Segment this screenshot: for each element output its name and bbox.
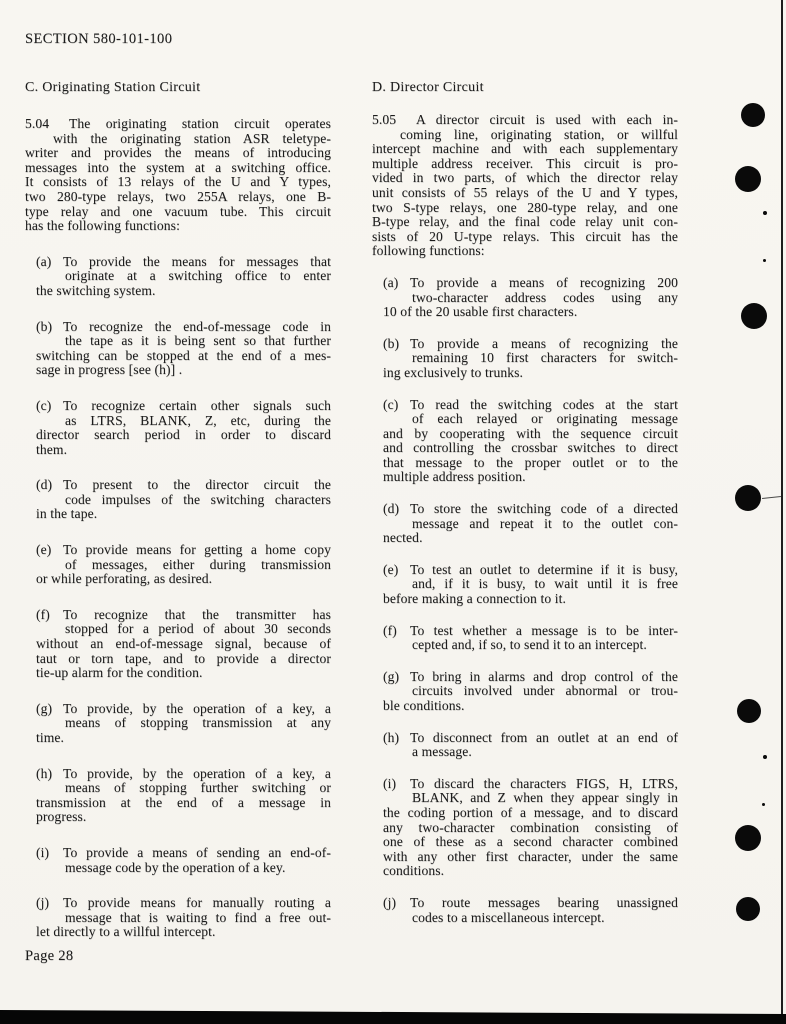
text-block [372,896,678,925]
pen-squiggle-artifact [762,496,781,499]
binder-hole-artifact [735,825,761,851]
text-line: two S-type relays, one 280-type relay, and one [372,199,678,215]
text-line: with the originating station ASR teletype- [53,130,331,146]
line-text: To provide a means of recognizing 200 [410,274,678,290]
text-line: and controlling the crossbar switches to direct [383,440,678,456]
column-right-blocks [372,113,678,925]
text-line [383,624,678,639]
text-line [36,767,331,782]
text-line: and by cooperating with the sequence circuit [383,425,678,441]
text-line: time. [36,730,65,745]
text-block [372,502,678,546]
binder-hole-artifact [737,699,761,723]
text-line: one of these as a second character combined [383,834,678,850]
text-line: unit consists of 55 relays of the U and Y types, [372,184,678,200]
text-line [383,502,678,517]
text-line: originate at a switching office to enter [65,268,331,284]
block-label: (b) [36,318,53,334]
page-footer: Page 28 [25,948,74,964]
text-line: intercept machine and with each supplementary [372,141,678,157]
text-line: taut or torn tape, and to provide a director [36,650,331,666]
text-line: with any other first character, under the same [383,848,678,864]
text-line: circuits involved under abnormal or trou- [412,683,678,699]
text-line: writer and provides the means of introducing [25,145,331,161]
text-line [383,731,678,746]
binder-hole-artifact [735,166,761,192]
text-line: message and repeat it to the outlet con- [412,515,678,531]
block-label: (i) [36,844,50,860]
text-line [36,320,331,335]
text-line: let directly to a willful intercept. [36,924,216,940]
binder-hole-artifact [741,303,767,329]
block-label: (h) [36,765,53,781]
block-label: (j) [36,895,50,911]
text-line: before making a connection to it. [383,591,566,607]
line-text: To provide a means of sending an end-of- [63,844,331,860]
text-columns [25,80,678,940]
text-block [25,767,331,825]
block-label: (d) [383,501,400,517]
text-line: as LTRS, BLANK, Z, etc, during the [65,412,331,428]
text-line: them. [36,441,68,457]
column-heading-d: D. Director Circuit [372,80,484,95]
block-label: (g) [383,668,400,684]
text-line: stopped for a period of about 30 seconds [65,621,331,637]
text-line: the tape as it is being sent so that further [65,333,331,349]
text-line: It consists of 13 relays of the U and Y types, [25,174,331,190]
binder-hole-artifact [741,103,765,127]
text-line: or while perforating, as desired. [36,571,213,587]
text-line: cepted and, if so, to send it to an intercept. [412,637,647,653]
text-block [372,398,678,486]
text-line: ing exclusively to trunks. [383,364,524,380]
block-label: (b) [383,335,400,351]
line-text: To read the switching codes at the start [410,396,678,412]
line-text: To route messages bearing unassigned [410,894,678,910]
text-block [372,731,678,760]
text-line: the coding portion of a message, and to discard [383,804,678,820]
text-line: in the tape. [36,506,98,522]
block-label: (e) [36,542,52,558]
ink-speck-artifact [763,755,767,759]
block-label: (c) [383,396,399,412]
text-block [372,670,678,714]
text-line: the switching system. [36,282,156,298]
text-line: message that is waiting to find a free out- [65,909,331,925]
text-line [36,608,331,623]
text-line: messages into the system at a switching office. [25,159,331,175]
text-line: and, if it is busy, to wait until it is free [412,576,678,592]
text-line: of each relayed or originating message [412,411,678,427]
line-text: A director circuit is used with each in- [416,112,678,127]
line-text: To recognize the end-of-message code in [63,318,331,334]
text-block [372,777,678,879]
text-line: vided in two parts, of which the director relay [372,170,678,186]
line-text: To provide, by the operation of a key, a [63,700,331,716]
line-text: To disconnect from an outlet at an end of [410,729,678,745]
text-block [372,337,678,381]
text-block [372,276,678,320]
binder-hole-artifact [736,897,760,921]
text-block [25,896,331,940]
text-line: means of stopping transmission at any [65,715,331,731]
text-block [25,543,331,587]
line-text: The originating station circuit operates [69,116,331,131]
line-text: To provide means for getting a home copy [63,542,331,558]
text-line: nected. [383,530,423,546]
text-line: sage in progress [see (h)] . [36,362,183,378]
text-line: 10 of the 20 usable first characters. [383,304,578,320]
block-label: (f) [383,622,397,638]
text-line [383,337,678,352]
text-line [36,846,331,861]
column-right [372,80,678,940]
text-block [372,113,678,259]
text-line [36,478,331,493]
text-block [25,608,331,681]
text-line: following functions: [372,243,485,259]
block-label: (g) [36,700,53,716]
line-text: To recognize that the transmitter has [63,606,331,622]
text-line: two-character address codes using any [412,289,678,305]
text-block [25,117,331,234]
text-line: that message to the proper outlet or to the [383,454,678,470]
block-label: (a) [36,253,52,269]
text-line: ble conditions. [383,698,465,713]
text-line: codes to a miscellaneous intercept. [412,909,605,925]
text-line: type relay and one vacuum tube. This circuit [25,203,331,219]
line-text: To store the switching code of a directed [410,501,678,517]
text-line [36,543,331,558]
text-line: tie-up alarm for the condition. [36,665,203,681]
line-text: To bring in alarms and drop control of the [410,668,678,684]
text-block [25,320,331,378]
column-left [25,80,331,940]
ink-speck-artifact [763,211,767,215]
text-block [25,255,331,299]
block-label: 5.05 [372,112,397,127]
line-text: To test whether a message is to be inter- [410,622,678,638]
block-label: (i) [383,775,397,791]
text-block [25,702,331,746]
line-text: To test an outlet to determine if it is busy, [410,561,678,577]
text-line: a message. [412,744,472,760]
column-left-blocks [25,117,331,940]
text-line: has the following functions: [25,218,180,234]
text-line [383,276,678,291]
text-line: B-type relay, and the final code relay unit con- [372,214,678,230]
text-line [383,398,678,413]
scan-bottom-bar [0,1010,786,1024]
line-text: To provide a means of recognizing the [410,335,678,351]
block-label: (e) [383,561,399,577]
line-text: To provide, by the operation of a key, a [63,765,331,781]
text-line: conditions. [383,863,445,879]
text-line: transmission at the end of a message in [36,794,331,810]
text-block [25,399,331,457]
scan-edge-line [781,0,783,1016]
text-block [25,478,331,522]
text-line [25,117,331,132]
text-line: coming line, originating station, or willful [400,126,678,142]
text-line [383,896,678,911]
text-line [36,896,331,911]
text-line: message code by the operation of a key. [65,859,286,875]
text-line [383,670,678,685]
text-line: director search period in order to discard [36,427,331,443]
text-block [372,624,678,653]
line-text: To discard the characters FIGS, H, LTRS, [410,775,678,791]
block-label: 5.04 [25,116,50,131]
text-line [383,563,678,578]
text-line: BLANK, and Z when they appear singly in [412,790,678,806]
block-label: (h) [383,729,400,745]
block-label: (c) [36,397,52,413]
column-heading-c: C. Originating Station Circuit [25,80,201,95]
text-line [36,255,331,270]
text-line: multiple address position. [383,469,526,485]
text-line: progress. [36,809,87,825]
text-block [372,563,678,607]
block-label: (f) [36,606,50,622]
text-line: remaining 10 first characters for switch- [412,350,678,366]
block-label: (a) [383,274,399,290]
text-line: switching can be stopped at the end of a mes- [36,347,331,363]
text-line: of messages, either during transmission [65,556,331,572]
text-line: means of stopping further switching or [65,780,331,796]
block-label: (d) [36,477,53,493]
section-header: SECTION 580-101-100 [25,31,173,47]
text-line [383,777,678,792]
text-line: multiple address receiver. This circuit is pro- [372,155,678,171]
line-text: To provide means for manually routing a [63,895,331,911]
line-text: To present to the director circuit the [63,477,331,493]
text-block [25,846,331,875]
text-line: code impulses of the switching characters [65,491,331,507]
text-line: without an end-of-message signal, because of [36,636,331,652]
text-line: any two-character combination consisting of [383,819,678,835]
text-line [36,702,331,717]
text-line [372,113,678,128]
line-text: To provide the means for messages that [63,253,331,269]
ink-speck-artifact [763,259,766,262]
binder-hole-artifact [735,485,761,511]
ink-speck-artifact [762,803,765,806]
text-line: two 280-type relays, two 255A relays, one B- [25,188,331,204]
text-line [36,399,331,414]
line-text: To recognize certain other signals such [63,397,331,413]
block-label: (j) [383,894,397,910]
text-line: sists of 20 U-type relays. This circuit has the [372,228,678,244]
